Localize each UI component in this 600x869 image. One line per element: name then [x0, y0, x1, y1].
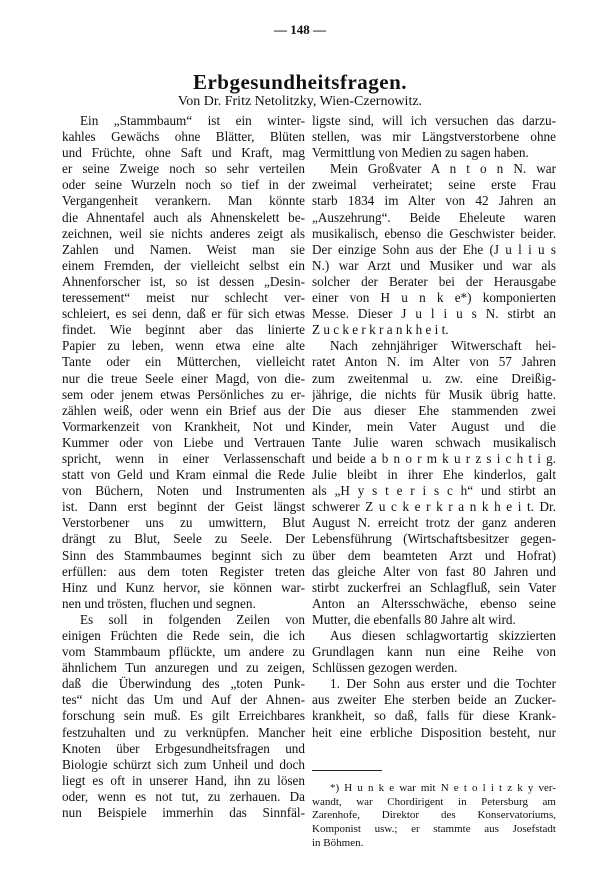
text-line: über dem beamteten Arzt und Hofrat): [312, 547, 556, 563]
text-line: ähnlichem Tun anzuregen und zu zeigen,: [62, 660, 305, 676]
text-line: schleiert, es sei denn, daß er für sich etwas: [62, 306, 305, 322]
text-line: Nach zehnjähriger Witwerschaft hei-: [330, 338, 556, 354]
text-line: forschung sein muß. Es gilt Erreichbares: [62, 708, 305, 724]
text-line: zählen weiß, oder wenn ein Brief aus der: [62, 402, 305, 418]
text-line: von Büchern, Noten und Instrumenten: [62, 483, 305, 499]
footnote-divider: [312, 770, 382, 771]
text-line: und Früchte, ohne Saft und Kraft, mag: [62, 145, 305, 161]
page-number: — 148 —: [274, 22, 326, 37]
paragraph: [312, 113, 556, 161]
text-line: und beide a b n o r m k u r z s i c h t i g.: [312, 450, 556, 466]
text-line: heit eine erbliche Disposition besteht, nur: [312, 724, 556, 740]
text-line: teressement“ meist nur schlecht ver-: [62, 290, 305, 306]
text-line: nen und trösten, fluchen und segnen.: [62, 595, 256, 611]
article-title: Erbgesundheitsfragen.: [192, 70, 408, 94]
text-line: einer von H u n k e*) komponierten: [312, 290, 556, 306]
text-line: Kinder, mein Vater August und die: [312, 418, 556, 434]
text-line: ratet Anton N. im Alter von 57 Jahren: [312, 354, 556, 370]
text-line: Hinz und Kunz hervor, sie können war-: [62, 579, 305, 595]
text-line: festzuhalten und zu verknüpfen. Mancher: [62, 724, 305, 740]
author-byline: Von Dr. Fritz Netolitzky, Wien-Czernowitz.: [177, 94, 423, 109]
text-line: liegt es oft in unserer Hand, ihn zu lösen: [62, 772, 305, 788]
text-line: N.) war Arzt und Musiker und war als: [312, 257, 556, 273]
text-line: Lebensführung (Wirtschaftsbesitzer gegen-: [312, 531, 556, 547]
text-line: August N. erreicht trotz der ganz anderen: [312, 515, 556, 531]
text-line: Aus diesen schlagwortartig skizzierten: [330, 628, 556, 643]
text-line: „Auszehrung“. Beide Eheleute waren: [312, 209, 556, 225]
paragraph: [312, 628, 556, 676]
paragraph: [62, 612, 305, 821]
text-line: Ahnenforscher ist, so ist dessen „Desin-: [62, 273, 305, 289]
text-line: krankheit, so daß, falls für diese Krank-: [312, 708, 556, 724]
text-line: Kummer oder von Liebe und Vertrauen: [62, 434, 305, 450]
text-line: starb 1834 im Alter von 42 Jahren an: [312, 193, 556, 209]
text-line: *) H u n k e war mit N e t o l i t z k y ver-: [330, 782, 556, 794]
text-line: statt von Geld und Kram einmal die Rede: [62, 467, 305, 483]
text-line: daß die Überwindung des „toten Punk-: [62, 676, 305, 692]
text-column-left: [62, 113, 305, 821]
text-line: schwerer Z u c k e r k r a n k h e i t. Dr.: [312, 499, 556, 515]
text-line: Mutter, die ebenfalls 80 Jahre alt wird.: [312, 611, 516, 627]
text-line: Grundlagen kann nun eine Reihe von: [312, 644, 556, 660]
text-line: tes“ nicht das Um und Auf der Ahnen-: [62, 692, 305, 708]
text-line: Vergangenheit verankern. Man könnte: [62, 193, 305, 209]
text-line: nur die treue Seele einer Magd, von die-: [62, 370, 305, 386]
footnote: [312, 782, 556, 850]
text-line: Ein „Stammbaum“ ist ein winter-: [80, 113, 305, 128]
text-line: Julie bleibt in ihrer Ehe kinderlos, galt: [312, 467, 556, 483]
text-line: Sinn des Stammbaumes beginnt sich zu: [62, 547, 305, 563]
text-line: oder, wenn es not tut, zu zerhauen. Da: [62, 788, 305, 804]
text-line: Messe. Dieser J u l i u s N. stirbt an: [312, 306, 556, 322]
text-line: Tante oder ein Mütterchen, vielleicht: [62, 354, 305, 370]
text-line: Vermittlung von Medien zu sagen haben.: [312, 145, 529, 161]
text-line: Knoten über Erbgesundheitsfragen und: [62, 740, 305, 756]
text-line: sem oder jenem etwas Persönliches zu er-: [62, 386, 305, 402]
text-line: spricht, wenn in einer Verlassenschaft: [62, 450, 305, 466]
text-line: 1. Der Sohn aus erster und die Tochter: [330, 676, 556, 692]
text-column-right: [312, 113, 556, 741]
text-line: kahles Gewächs ohne Blätter, Blüten: [62, 129, 305, 145]
text-line: musikalisch, ebenso die Geschwister beider.: [312, 225, 556, 241]
text-line: jährige, die nichts für Musik übrig hatte.: [312, 386, 556, 402]
text-line: aus zweiter Ehe sterben beide an Zucker-: [312, 692, 556, 708]
text-line: oder seine Wurzeln noch so tief in der: [62, 177, 305, 193]
text-line: Komponist usw.; er stammte aus Josefstadt: [312, 823, 556, 836]
text-line: einigen Früchten die Rede sein, die ich: [62, 628, 305, 643]
text-line: ligste sind, will ich versuchen das darzu-: [312, 113, 556, 128]
text-line: zweimal verheiratet; seine erste Frau: [312, 177, 556, 193]
text-line: einem Fremden, der vielleicht selbst ein: [62, 257, 305, 273]
text-line: das gleiche Alter von fast 80 Jahren und: [312, 563, 556, 579]
text-line: als „H y s t e r i s c h“ und stirbt an: [312, 483, 556, 499]
text-line: zum zweitenmal u. zw. eine Dreißig-: [312, 370, 556, 386]
text-line: solcher der Berater bei der Herausgabe: [312, 273, 556, 289]
text-line: Vormarkenzeit von Krankheit, Not und: [62, 418, 305, 434]
text-line: Schlüssen gezogen werden.: [312, 660, 458, 676]
text-line: Es soll in folgenden Zeilen von: [80, 611, 305, 627]
text-line: Biologie schürzt sich zum Unheil und doch: [62, 756, 305, 772]
text-line: nun Beispiele immerhin das Sinnfäl-: [62, 805, 305, 821]
text-line: Der einzige Sohn aus der Ehe (J u l i u s: [312, 241, 556, 257]
text-line: stirbt zuckerfrei an Schlagfluß, sein Vater: [312, 579, 556, 595]
paragraph: [312, 338, 556, 628]
text-line: Die aus dieser Ehe stammenden zwei: [312, 402, 556, 418]
text-line: vom Stammbaum pflückte, um andere zu: [62, 644, 305, 660]
text-line: Tante Julie waren schwach musikalisch: [312, 434, 556, 450]
text-line: er seine Zweige noch so sehr verteilen: [62, 161, 305, 177]
text-line: Mein Großvater A n t o n N. war: [330, 161, 556, 177]
text-line: Z u c k e r k r a n k h e i t.: [312, 322, 449, 338]
text-line: Verstorbener uns zu umwittern, Blut: [62, 515, 305, 531]
text-line: Zarenhofe, Direktor des Konservatoriums,: [312, 809, 556, 822]
text-line: wandt, war Chordirigent in Petersburg am: [312, 795, 556, 808]
text-line: in Böhmen.: [312, 836, 364, 849]
text-line: Papier zu leben, wenn etwa eine alte: [62, 338, 305, 354]
text-line: erfüllen: aus dem toten Register treten: [62, 563, 305, 579]
text-line: drängt zu Blut, Seele zu Seele. Der: [62, 531, 305, 547]
text-line: Anton an Altersschwäche, ebenso seine: [312, 595, 556, 611]
paragraph: [62, 113, 305, 612]
paragraph: [312, 161, 556, 338]
text-line: zeichnen, weil sie nichts anderes zeigt als: [62, 225, 305, 241]
text-line: Zahlen und Namen. Weist man sie: [62, 241, 305, 257]
text-line: findet. Wie beginnt aber das linierte: [62, 322, 305, 338]
text-line: die Ahnentafel auch als Ahnenskelett be-: [62, 209, 305, 225]
paragraph: [312, 676, 556, 740]
text-line: stellen, was mir Längstverstorbene ohne: [312, 129, 556, 145]
text-line: ist. Dann erst beginnt der Geist längst: [62, 499, 305, 515]
